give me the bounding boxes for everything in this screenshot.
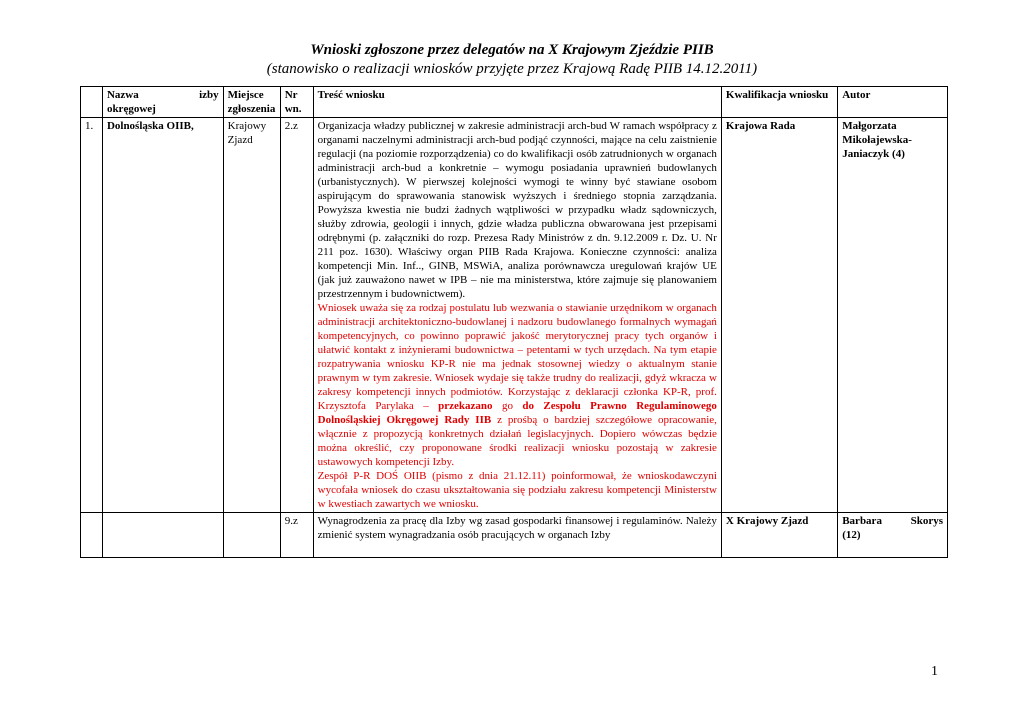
- header-izba-word1: Nazwa: [106, 89, 139, 101]
- tresc-response: [318, 301, 717, 469]
- tresc-response-part2: go: [501, 400, 513, 412]
- header-izba-word2: izby: [199, 89, 219, 101]
- cell-kwalifikacja: X Krajowy Zjazd: [721, 513, 837, 558]
- cell-kwalifikacja: Krajowa Rada: [721, 118, 837, 513]
- header-kwalifikacja: Kwalifikacja wniosku: [721, 87, 837, 118]
- header-autor: Autor: [838, 87, 948, 118]
- cell-nr: 2.z: [280, 118, 313, 513]
- autor-last-name: Skorys: [910, 515, 943, 527]
- table-header-row: [81, 87, 948, 118]
- tresc-response-part1: Wniosek uważa się za rodzaj postulatu lub wezwania o stawianie urzędnikom w organach administracji architektoniczno-budowlanej i nadzoru budowlanego formalnych wymagań kompetencyjnych, co powinno poprawić jakość merytorycznej pracy tych organów i ułatwić kontakt z inżynierami budownictwa – petentami w tych urzędach. Na tym etapie rozpatrywania wniosku KP-R nie ma jednak stosownej wiedzy o aktualnym stanie prawnym w tym zakresie. Wniosek wydaje się także trudny do realizacji, gdyż wkracza w zakresy kompetencji innych podmiotów. Korzystając z deklaracji członka KP-R, prof. Krzysztofa Parylaka –: [317, 302, 717, 412]
- tresc-response-bold2: do Zespołu Prawno Regulaminowego Dolnośląskiej Okręgowej Rady IIB: [317, 400, 717, 426]
- document-subtitle: (stanowisko o realizacji wniosków przyjęte przez Krajową Radę PIIB 14.12.2011): [266, 61, 758, 77]
- page-number: 1: [931, 664, 938, 679]
- header-izba: [102, 87, 223, 118]
- header-nr: Nr wn.: [280, 87, 313, 118]
- cell-nr: 9.z: [280, 513, 313, 558]
- tresc-response-bold1: przekazano: [438, 400, 493, 412]
- cell-lp: 1.: [81, 118, 103, 513]
- header-izba-word3: okręgowej: [106, 103, 156, 115]
- cell-tresc: [313, 118, 721, 513]
- cell-lp: [81, 513, 103, 558]
- cell-izba: Dolnośląska OIIB,: [102, 118, 223, 513]
- cell-miejsce: Krajowy Zjazd: [223, 118, 280, 513]
- cell-miejsce: [223, 513, 280, 558]
- cell-autor: [838, 513, 948, 558]
- header-lp: [81, 87, 103, 118]
- tresc-response-note: Zespół P-R DOŚ OIIB (pismo z dnia 21.12.11) poinformował, że wnioskodawczyni wycofała wniosek do czasu ukształtowania się podziału zakresu kompetencji Ministerstw w kwestiach zawartych we wniosku.: [317, 470, 717, 510]
- tresc-text: Organizacja władzy publicznej w zakresie administracji arch-bud W ramach współpracy z organami naczelnymi administracji arch-bud podjąć czynności, mające na celu zaistnienie regulacji (na poziomie rozporządzenia) co do kwalifikacji osób zatrudnionych w organach administracji arch-bud a konkretnie – wymogu posiadania uprawnień budowlanych (urbanistycznych). W pierwszej kolejności wymogi te winny być stawiane osobom aspirującym do sprawowania stanowisk wyższych i średniego stopnia zarządzania. Powyższa kwestia nie budzi żadnych wątpliwości w przypadku władz sądowniczych, służby zdrowia, geologii i innych, gdzie władza publiczna obwarowana jest przepisami odrębnymi (p. załączniki do rozp. Prezesa Rady Ministrów z dn. 9.12.2009 r. Dz. U. Nr 211 poz. 1630). Właściwy organ PIIB Rada Krajowa. Konieczne czynności: analiza kompetencji Min. Inf.., GINB, MSWiA, analiza porównawcza uregulowań krajów UE (jak już zauważono nawet w IPB – nie ma ministerstwa, które zajmuje się planowaniem przestrzennym i budownictwem).: [317, 120, 717, 300]
- autor-number: (12): [842, 529, 861, 541]
- header-miejsce: Miejsce zgłoszenia: [223, 87, 280, 118]
- header-tresc: Treść wniosku: [313, 87, 721, 118]
- document-title: Wnioski zgłoszone przez delegatów na X Krajowym Zjeździe PIIB: [310, 42, 714, 58]
- motions-table: [80, 86, 948, 558]
- cell-izba: [102, 513, 223, 558]
- table-row: [81, 513, 948, 558]
- autor-first-name: Barbara: [842, 515, 882, 527]
- tresc-response-part3: z prośbą o bardziej szczegółowe opracowanie, włącznie z propozycją konkretnych działań legislacyjnych. Dopiero wówczas będzie można określić, czy proponowane środki realizacji wniosku pozostają w zakresie ustawowych kompetencji Izby.: [317, 414, 717, 468]
- cell-tresc: Wynagrodzenia za pracę dla Izby wg zasad gospodarki finansowej i regulaminów. Należy zmienić system wynagradzania osób pracujących w organach Izby: [313, 513, 721, 558]
- cell-autor: Małgorzata Mikołajewska-Janiaczyk (4): [838, 118, 948, 513]
- table-row: [81, 118, 948, 513]
